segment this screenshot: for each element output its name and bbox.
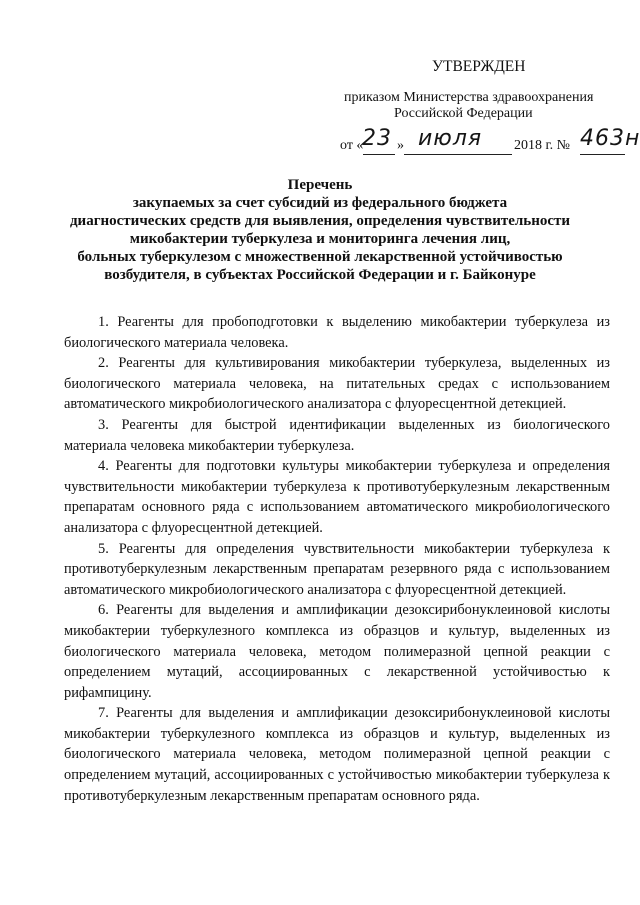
date-year-and-number-label: 2018 г. № bbox=[514, 138, 571, 153]
heading-line: возбудителя, в субъектах Российской Федерации и г. Байконуре bbox=[104, 267, 536, 283]
list-item: 4. Реагенты для подготовки культуры микобактерии туберкулеза и определения чувствительности микобактерии туберкулеза к противотуберкулезным лекарственным препаратам основного ряда с использованием автоматического микробиологического анализатора с флуоресцентной детекцией. bbox=[64, 458, 610, 536]
number-underline bbox=[580, 154, 625, 155]
heading-line: больных туберкулезом с множественной лекарственной устойчивостью bbox=[77, 249, 563, 265]
order-issuer-line2: Российской Федерации bbox=[394, 106, 533, 121]
heading-line: Перечень bbox=[287, 177, 353, 193]
document-heading bbox=[60, 176, 580, 284]
heading-line: закупаемых за счет субсидий из федерального бюджета bbox=[132, 195, 508, 211]
month-underline bbox=[404, 154, 512, 155]
reagents-list bbox=[64, 312, 610, 806]
order-issuer-line1: приказом Министерства здравоохранения bbox=[344, 90, 594, 105]
approved-title: УТВЕРЖДЕН bbox=[432, 58, 526, 75]
list-item: 7. Реагенты для выделения и амплификации дезоксирибонуклеиновой кислоты микобактерии туберкулезного комплекса из образцов и культур, выделенных из биологического материала человека, методом полимеразной цепной реакции с определением мутаций, ассоциированных с устойчивостью микобактерии туберкулеза к противотуберкулезным лекарственным препаратам основного ряда. bbox=[64, 705, 610, 804]
handwritten-day: 23 bbox=[362, 126, 392, 151]
date-close-quote: » bbox=[397, 138, 404, 153]
heading-line: диагностических средств для выявления, определения чувствительности bbox=[69, 213, 571, 229]
day-underline bbox=[363, 154, 395, 155]
handwritten-order-number: 463н bbox=[580, 126, 640, 151]
date-prefix: от « bbox=[340, 138, 364, 153]
heading-line: микобактерии туберкулеза и мониторинга лечения лиц, bbox=[129, 231, 511, 247]
order-date-line bbox=[340, 126, 640, 156]
list-item: 6. Реагенты для выделения и амплификации дезоксирибонуклеиновой кислоты микобактерии туберкулезного комплекса из образцов и культур, выделенных из биологического материала человека, методом полимеразной цепной реакции с определением мутаций, ассоциированных с лекарственной устойчивостью к рифампицину. bbox=[64, 602, 610, 701]
handwritten-month: июля bbox=[418, 126, 483, 151]
list-item: 3. Реагенты для быстрой идентификации выделенных из биологического материала человека микобактерии туберкулеза. bbox=[64, 416, 610, 454]
list-item: 1. Реагенты для пробоподготовки к выделению микобактерии туберкулеза из биологического материала человека. bbox=[64, 314, 610, 351]
list-item: 5. Реагенты для определения чувствительности микобактерии туберкулеза к противотуберкулезным лекарственным препаратам резервного ряда с использованием автоматического микробиологического анализатора с флуоресцентной детекцией. bbox=[64, 540, 610, 598]
list-item: 2. Реагенты для культивирования микобактерии туберкулеза, выделенных из биологического материала человека, на питательных средах с использованием автоматического микробиологического анализатора с флуоресцентной детекцией. bbox=[64, 355, 610, 413]
